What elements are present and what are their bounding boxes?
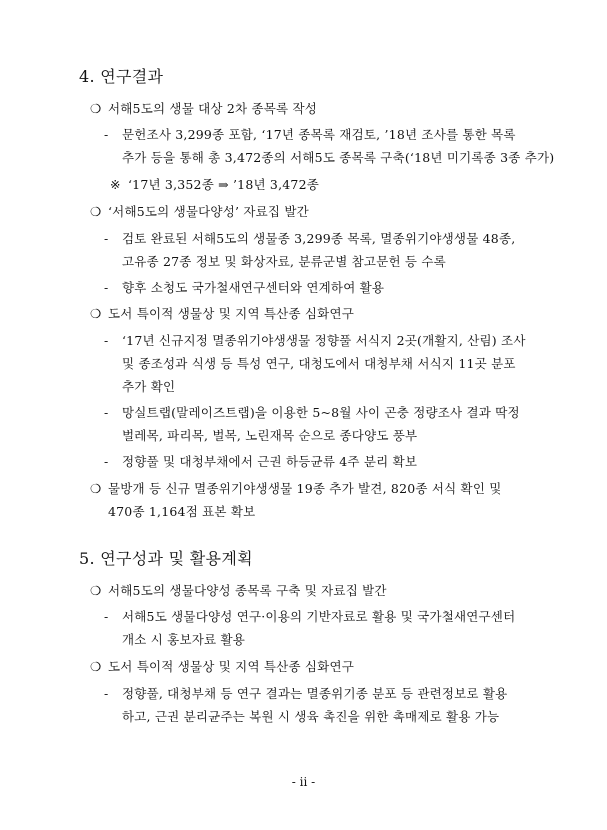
list-item [90, 481, 502, 497]
item-text-line: 및 종조성과 식생 등 특성 연구, 대청도에서 대청부채 서식지 11곳 분포 [122, 356, 516, 371]
item-text: 서해5도의 생물 대상 2차 종목록 작성 [108, 101, 318, 116]
dash-bullet: - [104, 231, 109, 246]
item-text: ‘서해5도의 생물다양성’ 자료집 발간 [108, 204, 309, 219]
list-item [90, 583, 387, 599]
item-text-line: 서해5도 생물다양성 연구·이용의 기반자료로 활용 및 국가철새연구센터 [122, 609, 516, 624]
list-item [90, 306, 354, 322]
dash-bullet: - [104, 454, 109, 469]
circle-bullet-icon: ❍ [90, 481, 102, 496]
note-mark-icon: ※ [110, 177, 121, 192]
list-item [104, 454, 417, 470]
dash-bullet: - [104, 333, 109, 348]
list-item [104, 280, 384, 296]
circle-bullet-icon: ❍ [90, 101, 102, 116]
item-text-line: 추가 등을 통해 총 3,472종의 서해5도 종목록 구축(‘18년 미기록종 3종 추가) [122, 150, 555, 165]
circle-bullet-icon: ❍ [90, 659, 102, 674]
list-item [90, 101, 317, 117]
dash-bullet: - [104, 280, 109, 295]
item-text-line: ‘17년 신규지정 멸종위기야생생물 정향풀 서식지 2곳(개활지, 산림) 조사 [122, 333, 526, 348]
list-item [104, 686, 507, 702]
item-text: 도서 특이적 생물상 및 지역 특산종 심화연구 [108, 659, 354, 674]
item-text-line: 망실트랩(말레이즈트랩)을 이용한 5~8월 사이 곤충 정량조사 결과 딱정 [122, 405, 520, 420]
item-text-line: 추가 확인 [122, 379, 176, 394]
page-number: - ii - [291, 775, 316, 789]
item-text: 서해5도의 생물다양성 종목록 구축 및 자료집 발간 [108, 583, 387, 598]
item-text-line: 물방개 등 신규 멸종위기야생생물 19종 추가 발견, 820종 서식 확인 및 [108, 481, 502, 496]
list-item [110, 177, 319, 193]
section-heading-5: 5. 연구성과 및 활용계획 [79, 549, 253, 568]
item-text-line: 검토 완료된 서해5도의 생물종 3,299종 목록, 멸종위기야생생물 48종, [122, 231, 516, 246]
item-text: 도서 특이적 생물상 및 지역 특산종 심화연구 [108, 306, 354, 321]
list-item [104, 609, 515, 625]
dash-bullet: - [104, 686, 109, 701]
dash-bullet: - [104, 127, 109, 142]
item-text-line: 문헌조사 3,299종 포함, ‘17년 종목록 재검토, ’18년 조사를 통한 목록 [122, 127, 516, 142]
item-text: 정향풀 및 대청부채에서 근권 하등균류 4주 분리 확보 [122, 454, 418, 469]
item-text: ‘17년 3,352종 ⇒ ’18년 3,472종 [128, 177, 319, 192]
item-text-line: 정향풀, 대청부채 등 연구 결과는 멸종위기종 분포 등 관련정보로 활용 [122, 686, 508, 701]
section-heading-4: 4. 연구결과 [79, 67, 164, 86]
dash-bullet: - [104, 405, 109, 420]
list-item [104, 231, 515, 247]
circle-bullet-icon: ❍ [90, 306, 102, 321]
list-item [90, 659, 354, 675]
item-text-line: 고유종 27종 정보 및 화상자료, 분류군별 참고문헌 등 수록 [122, 254, 446, 269]
list-item [90, 204, 309, 220]
list-item [104, 127, 516, 143]
list-item [104, 333, 526, 349]
circle-bullet-icon: ❍ [90, 204, 102, 219]
item-text-line: 하고, 근권 분리균주는 복원 시 생육 촉진을 위한 촉매제로 활용 가능 [122, 709, 500, 724]
item-text-line: 470종 1,164점 표본 확보 [108, 504, 256, 519]
dash-bullet: - [104, 609, 109, 624]
item-text-line: 벌레목, 파리목, 벌목, 노린재목 순으로 종다양도 풍부 [122, 428, 418, 443]
item-text: 향후 소청도 국가철새연구센터와 연계하여 활용 [122, 280, 385, 295]
item-text-line: 개소 시 홍보자료 활용 [122, 632, 245, 647]
circle-bullet-icon: ❍ [90, 583, 102, 598]
list-item [104, 405, 520, 421]
